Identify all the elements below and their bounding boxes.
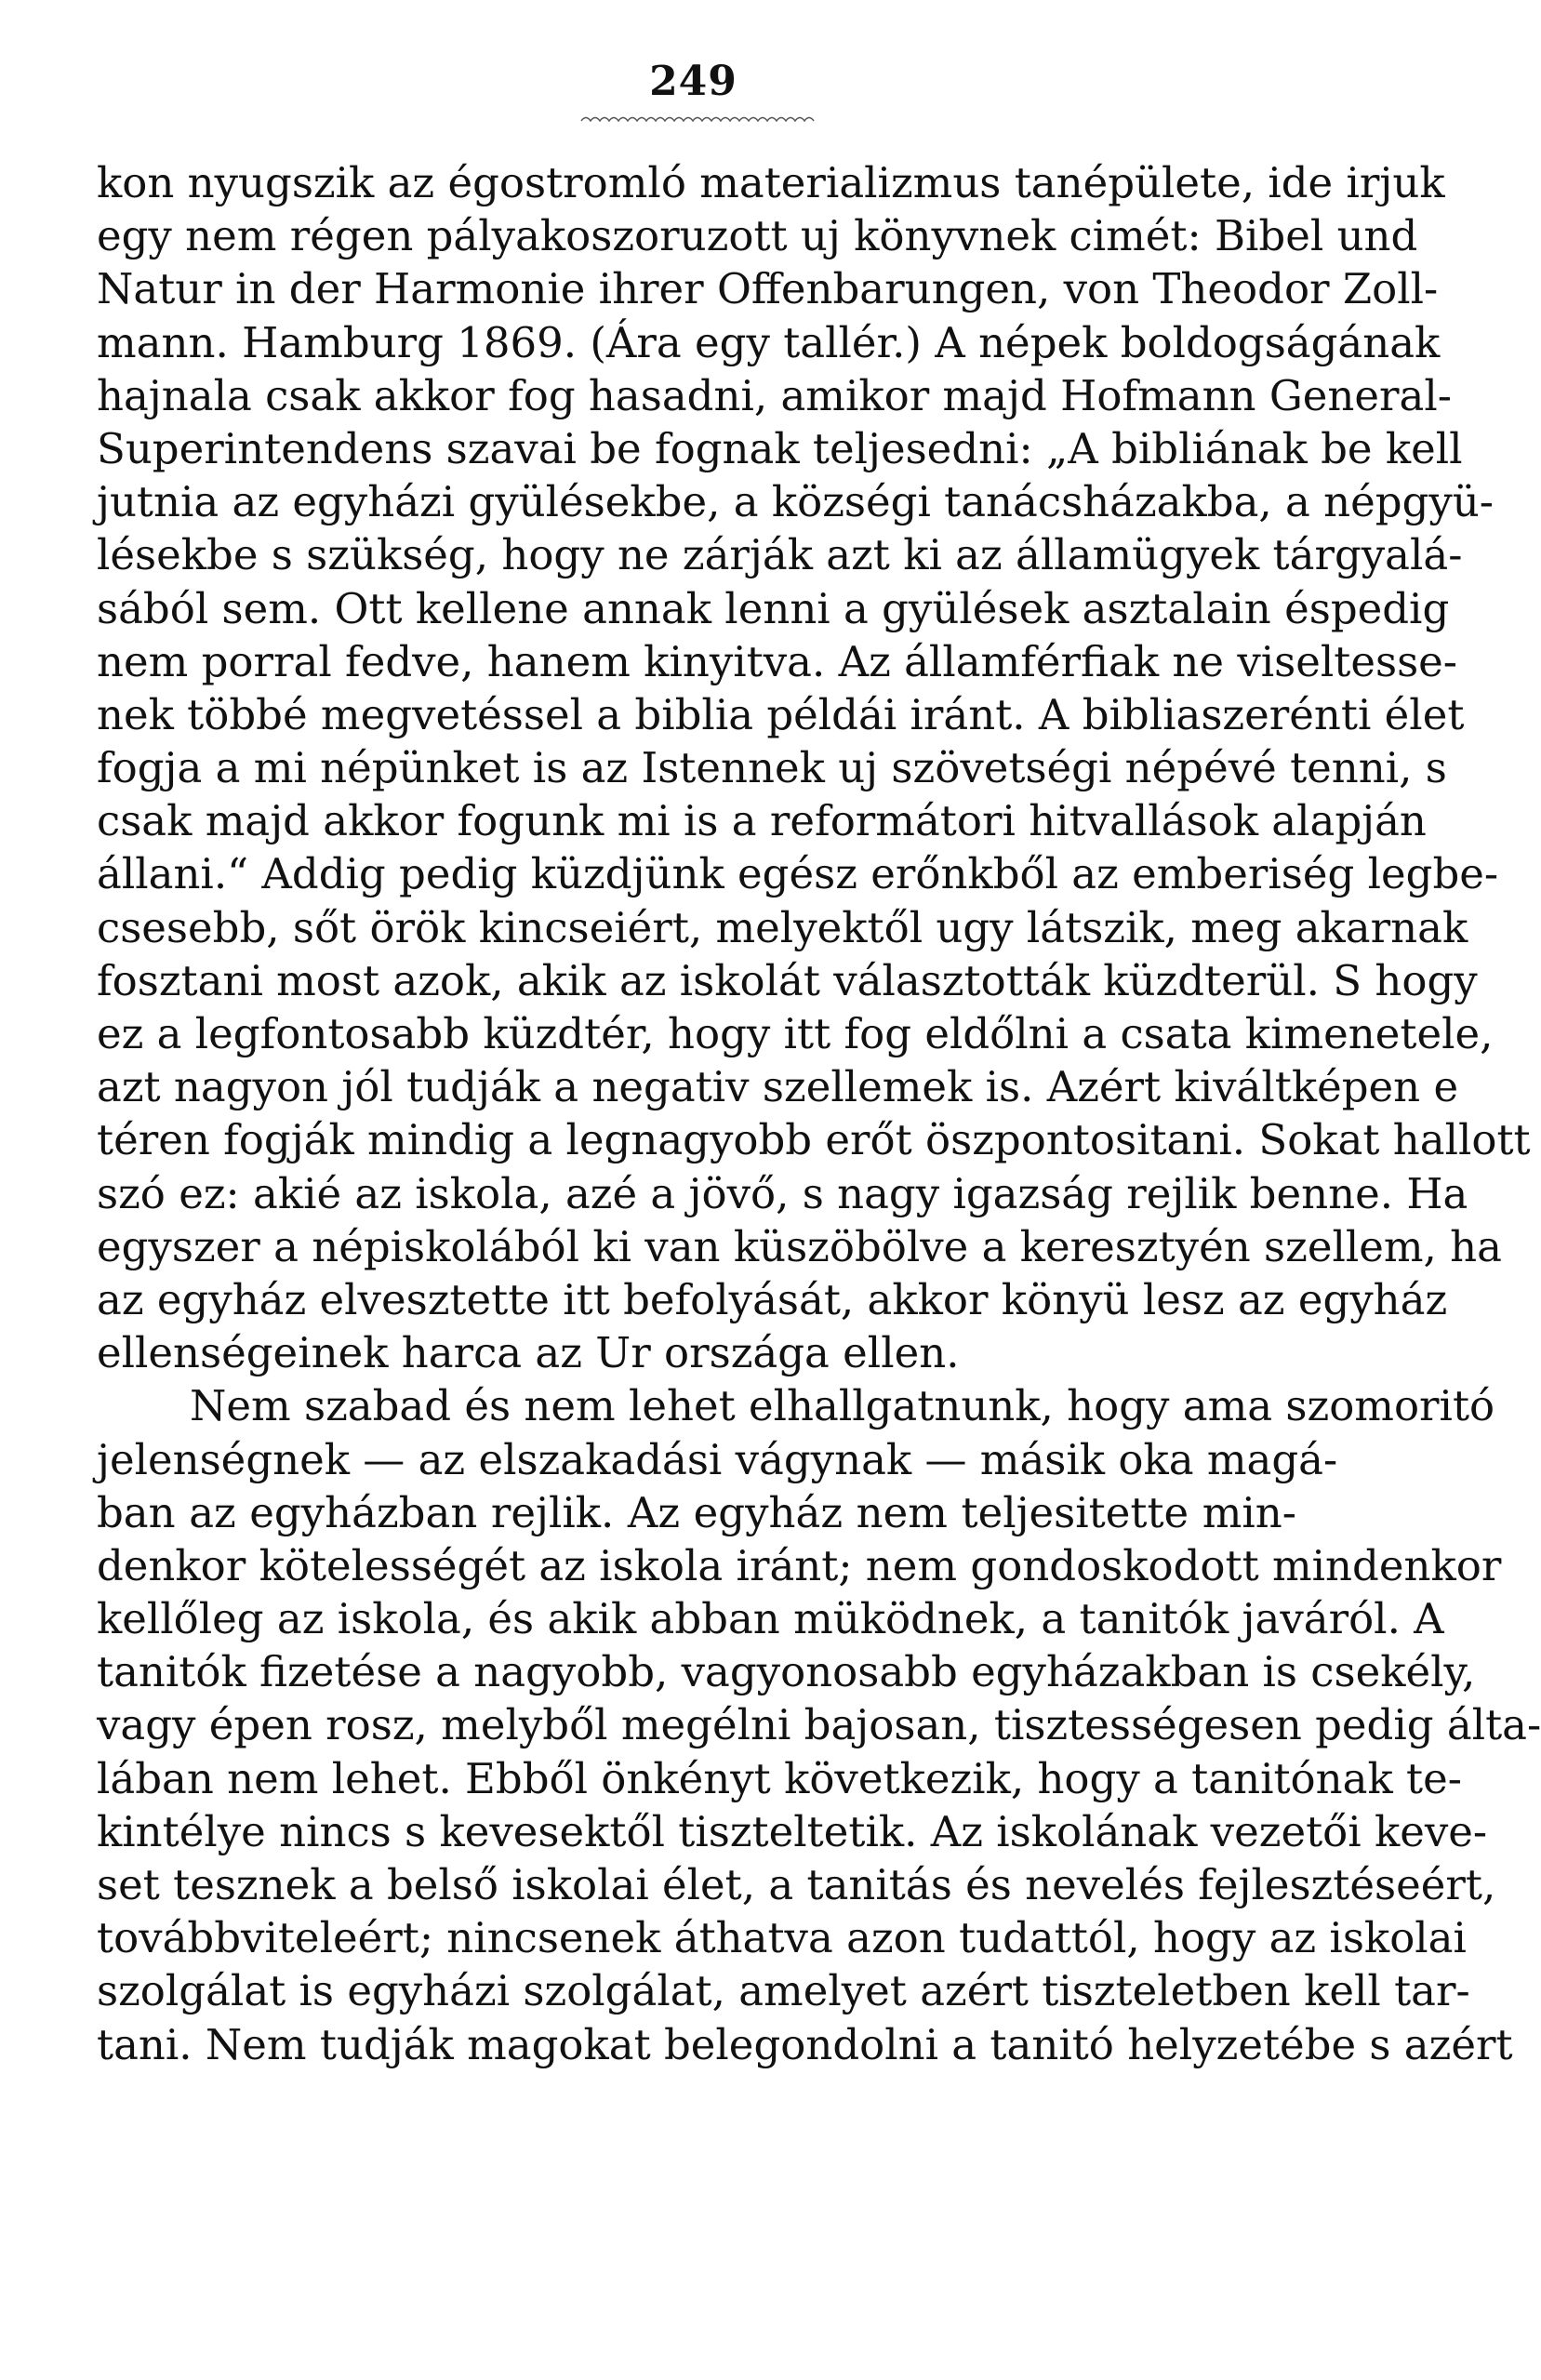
text-line: kellőleg az iskola, és akik abban müködnek, a tanitók javáról. A bbox=[97, 1594, 1444, 1644]
text-line: denkor kötelességét az iskola iránt; nem gondoskodott mindenkor bbox=[97, 1540, 1502, 1590]
text-line: lában nem lehet. Ebből önkényt következik, hogy a tanitónak te- bbox=[97, 1753, 1462, 1803]
text-line: ban az egyházban rejlik. Az egyház nem teljesitette min- bbox=[97, 1487, 1296, 1537]
text-line: lésekbe s szükség, hogy ne zárják azt ki az államügyek tárgyalá- bbox=[97, 530, 1463, 580]
text-line: azt nagyon jól tudják a negativ szellemek is. Azért kiváltképen e bbox=[97, 1062, 1459, 1112]
text-line: egy nem régen pályakoszoruzott uj könyvnek cimét: Bibel und bbox=[97, 211, 1418, 261]
text-line: jelenségnek — az elszakadási vágynak — másik oka magá- bbox=[97, 1434, 1338, 1484]
text-line: csesebb, sőt örök kincseiért, melyektől ugy látszik, meg akarnak bbox=[97, 902, 1468, 952]
text-line: kintélye nincs s kevesektől tiszteltetik. Az iskolának vezetői keve- bbox=[97, 1806, 1488, 1856]
text-line: sából sem. Ott kellene annak lenni a gyülések asztalain éspedig bbox=[97, 583, 1450, 633]
paragraph-start-line: Nem szabad és nem lehet elhallgatnunk, hogy ama szomoritó bbox=[190, 1381, 1495, 1431]
text-line: tanitók fizetése a nagyobb, vagyonosabb egyházakban is csekély, bbox=[97, 1647, 1476, 1697]
text-line: jutnia az egyházi gyülésekbe, a községi tanácsházakba, a népgyü- bbox=[97, 477, 1494, 527]
text-line: fogja a mi népünket is az Istennek uj szövetségi népévé tenni, s bbox=[97, 743, 1447, 793]
text-line: továbbviteleért; nincsenek áthatva azon tudattól, hogy az iskolai bbox=[97, 1913, 1467, 1963]
text-line: tani. Nem tudják magokat belegondolni a tanitó helyzetébe s azért bbox=[97, 2019, 1513, 2069]
decorative-rule bbox=[577, 112, 818, 125]
text-line: szolgálat is egyházi szolgálat, amelyet azért tiszteletben kell tar- bbox=[97, 1966, 1470, 2016]
text-line: állani.“ Addig pedig küzdjünk egész erőnkből az emberiség legbe- bbox=[97, 849, 1499, 899]
text-line: set tesznek a belső iskolai élet, a tanitás és nevelés fejlesztéseért, bbox=[97, 1860, 1496, 1909]
text-line: nek többé megvetéssel a biblia példái iránt. A bibliaszerénti élet bbox=[97, 689, 1465, 739]
text-line: nem porral fedve, hanem kinyitva. Az államférfiak ne viseltesse- bbox=[97, 636, 1458, 686]
text-line: szó ez: akié az iskola, azé a jövő, s nagy igazság rejlik benne. Ha bbox=[97, 1168, 1468, 1218]
text-line: téren fogják mindig a legnagyobb erőt öszpontositani. Sokat hallott bbox=[97, 1115, 1531, 1165]
text-line: mann. Hamburg 1869. (Ára egy tallér.) A népek boldogságának bbox=[97, 317, 1441, 367]
text-line: Natur in der Harmonie ihrer Offenbarungen, von Theodor Zoll- bbox=[97, 264, 1439, 314]
text-line: fosztani most azok, akik az iskolát választották küzdterül. S hogy bbox=[97, 955, 1478, 1005]
text-line: csak majd akkor fogunk mi is a reformátori hitvallások alapján bbox=[97, 796, 1427, 846]
body-text bbox=[97, 156, 1541, 2071]
text-line: Superintendens szavai be fognak teljesedni: „A bibliának be kell bbox=[97, 423, 1463, 473]
text-line: vagy épen rosz, melyből megélni bajosan, tisztességesen pedig álta- bbox=[97, 1700, 1541, 1750]
text-line: az egyház elvesztette itt befolyását, akkor könyü lesz az egyház bbox=[97, 1274, 1448, 1324]
paragraph-end-line: ellenségeinek harca az Ur országa ellen. bbox=[97, 1328, 960, 1378]
text-line: ez a legfontosabb küzdtér, hogy itt fog eldőlni a csata kimenetele, bbox=[97, 1009, 1494, 1058]
text-line: hajnala csak akkor fog hasadni, amikor majd Hofmann General- bbox=[97, 370, 1452, 420]
page-number: 249 bbox=[649, 58, 737, 105]
text-line: kon nyugszik az égostromló materializmus tanépülete, ide irjuk bbox=[97, 158, 1445, 207]
text-line: egyszer a népiskolából ki van küszöbölve a keresztyén szellem, ha bbox=[97, 1221, 1502, 1271]
